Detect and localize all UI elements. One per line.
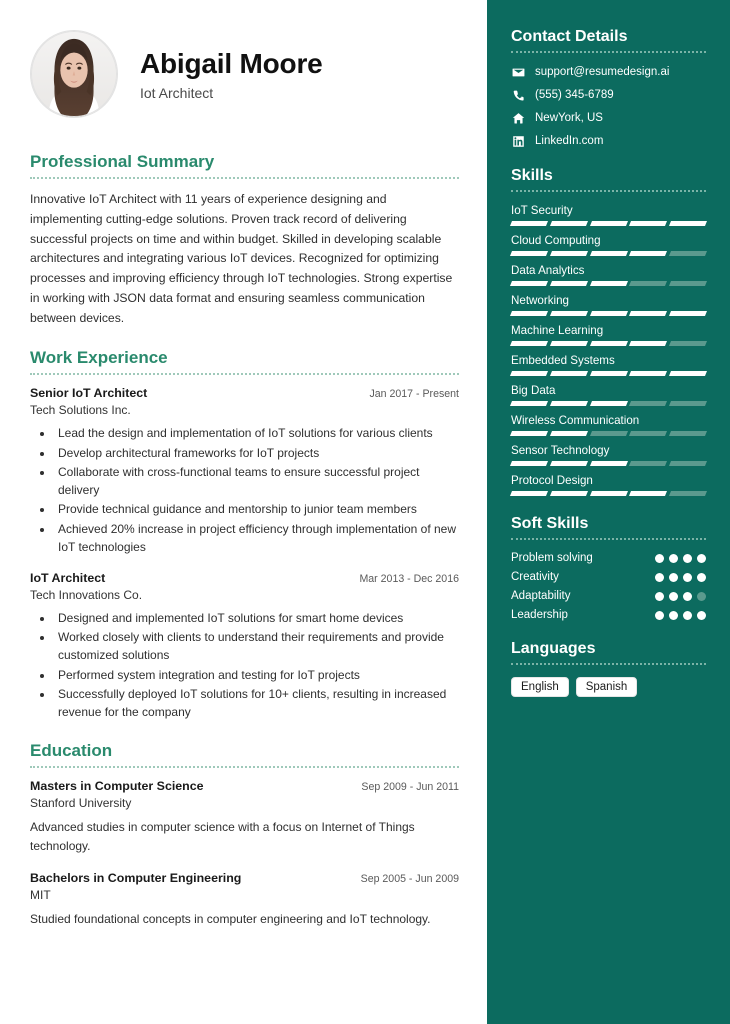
rating-dot [697,592,706,601]
skill-segment [629,311,667,316]
skill-row [511,234,706,256]
sidebar-title-skills: Skills [511,167,553,184]
skill-row [511,264,706,286]
skill-segment [629,221,667,226]
person-name: Abigail Moore [140,47,323,79]
experience-bullet-list [30,609,459,721]
contact-value: (555) 345-6789 [535,89,614,101]
skill-segment [590,491,628,496]
rating-dot [669,611,678,620]
experience-bullet-list [30,424,459,556]
skill-segment [629,431,667,436]
experience-role: IoT Architect [30,571,106,585]
sidebar [487,0,730,1024]
experience-company: Tech Innovations Co. [30,588,143,602]
skill-segment [669,401,707,406]
skill-segment [510,311,548,316]
soft-skill-rating [655,554,706,563]
skill-level-bar [511,281,706,286]
home-icon [511,111,525,125]
contact-item[interactable] [511,111,706,125]
experience-bullet: • Achieved 20% increase in project efficiency through implementation of new IoT technologies [54,520,459,556]
skill-name: IoT Security [511,204,573,217]
section-divider [30,373,459,375]
skill-segment [590,401,628,406]
sidebar-divider [511,538,706,540]
experience-date: Jan 2017 - Present [369,388,459,401]
phone-icon [511,88,525,102]
soft-skill-row [511,571,706,583]
experience-bullet: • Lead the design and implementation of IoT solutions for various clients [54,424,459,442]
skill-segment [510,341,548,346]
education-entry [30,779,459,855]
skill-name: Networking [511,294,569,307]
skill-segment [669,431,707,436]
sidebar-divider [511,190,706,192]
professional-summary-section [30,152,459,328]
skill-level-bar [511,251,706,256]
skill-name: Big Data [511,384,556,397]
skill-segment [669,341,707,346]
rating-dot [697,554,706,563]
skill-segment [510,251,548,256]
rating-dot [683,573,692,582]
education-school: Stanford University [30,796,132,811]
skill-segment [629,341,667,346]
skills-section [511,167,706,496]
skill-segment [629,251,667,256]
work-experience-section [30,348,459,721]
skill-row [511,414,706,436]
skill-segment [669,491,707,496]
skill-segment [510,371,548,376]
skill-segment [550,371,588,376]
skill-row [511,354,706,376]
sidebar-title-contact: Contact Details [511,28,628,45]
skill-segment [510,221,548,226]
experience-bullet: • Performed system integration and testing for IoT projects [54,666,459,684]
rating-dot [655,611,664,620]
skill-row [511,384,706,406]
section-title-education: Education [30,741,113,761]
skill-segment [510,431,548,436]
skill-segment [510,491,548,496]
education-description: Studied foundational concepts in computer engineering and IoT technology. [30,911,431,926]
rating-dot [669,554,678,563]
skill-level-bar [511,461,706,466]
section-title-experience: Work Experience [30,348,168,368]
experience-bullet: • Designed and implemented IoT solutions for smart home devices [54,609,459,627]
soft-skill-name: Problem solving [511,552,593,564]
section-divider [30,766,459,768]
skill-level-bar [511,431,706,436]
summary-text: Innovative IoT Architect with 11 years of experience designing and implementing cutting-edge solutions. Proven track record of delivering successful projects on time and within budget. Skilled in developing scalable architectures and integrating various IoT devices. Recognized for optimizing processes and improving efficiency through IoT technologies. Strong expertise in working with JSON data format and ensuring seamless communication between devices. [30,192,453,325]
contact-value: LinkedIn.com [535,135,604,147]
education-entry-header [30,871,459,885]
sidebar-divider [511,51,706,53]
experience-bullet: • Develop architectural frameworks for IoT projects [54,444,459,462]
skill-segment [550,311,588,316]
skill-segment [669,281,707,286]
rating-dot [697,573,706,582]
experience-list [30,386,459,721]
linkedin-icon [511,134,525,148]
soft-skill-row [511,609,706,621]
education-date: Sep 2005 - Jun 2009 [360,872,459,885]
experience-bullet: • Provide technical guidance and mentorship to junior team members [54,500,459,518]
experience-bullet: • Successfully deployed IoT solutions for 10+ clients, resulting in increased revenue for the company [54,685,459,721]
rating-dot [683,554,692,563]
sidebar-title-soft-skills: Soft Skills [511,515,589,532]
skill-segment [669,461,707,466]
skill-segment [629,401,667,406]
rating-dot [655,573,664,582]
skill-segment [590,371,628,376]
skill-segment [590,251,628,256]
skill-level-bar [511,491,706,496]
skill-segment [550,251,588,256]
soft-skill-rating [655,573,706,582]
soft-skill-row [511,552,706,564]
experience-entry-header [30,571,459,585]
experience-date: Mar 2013 - Dec 2016 [359,573,459,585]
experience-bullet: • Collaborate with cross-functional teams to ensure successful project delivery [54,463,459,499]
rating-dot [697,611,706,620]
languages-section [511,640,706,697]
skill-segment [669,311,707,316]
contact-value: support@resumedesign.ai [535,66,670,78]
rating-dot [683,611,692,620]
education-date: Sep 2009 - Jun 2011 [361,781,459,794]
skill-segment [550,341,588,346]
contact-item[interactable] [511,65,706,79]
skill-row [511,474,706,496]
rating-dot [655,554,664,563]
experience-entry [30,571,459,721]
soft-skills-section [511,515,706,621]
contact-item[interactable] [511,88,706,102]
skill-name: Wireless Communication [511,414,640,427]
rating-dot [683,592,692,601]
skill-segment [550,221,588,226]
skill-segment [590,431,628,436]
soft-skill-row [511,590,706,602]
education-degree: Masters in Computer Science [30,779,204,794]
person-title: Iot Architect [140,85,214,102]
experience-entry-header [30,386,459,400]
soft-skill-rating [655,611,706,620]
rating-dot [669,573,678,582]
skill-segment [669,221,707,226]
skill-row [511,294,706,316]
skill-name: Data Analytics [511,264,585,277]
envelope-icon [511,65,525,79]
education-entry [30,871,459,929]
sidebar-divider [511,663,706,665]
contact-item[interactable] [511,134,706,148]
skill-row [511,204,706,226]
skill-segment [590,341,628,346]
skill-segment [669,251,707,256]
skill-name: Machine Learning [511,324,604,337]
skill-level-bar [511,311,706,316]
education-entry-header [30,779,459,793]
education-degree: Bachelors in Computer Engineering [30,870,242,885]
skill-level-bar [511,341,706,346]
skill-segment [669,371,707,376]
contact-list [511,65,706,148]
skill-row [511,324,706,346]
skill-segment [629,371,667,376]
sidebar-title-languages: Languages [511,640,596,657]
skill-segment [629,281,667,286]
skill-segment [510,401,548,406]
language-pill[interactable]: English [511,677,569,697]
skill-segment [510,461,548,466]
soft-skill-name: Creativity [511,571,559,583]
skill-level-bar [511,401,706,406]
language-pill[interactable]: Spanish [576,677,638,697]
education-description: Advanced studies in computer science with a focus on Internet of Things technology. [30,820,415,853]
contact-value: NewYork, US [535,112,603,124]
experience-entry [30,386,459,556]
skill-segment [590,281,628,286]
soft-skills-list [511,552,706,621]
skill-name: Embedded Systems [511,354,615,367]
skill-level-bar [511,221,706,226]
skill-segment [629,461,667,466]
education-list [30,779,459,928]
skill-segment [590,311,628,316]
skill-segment [590,221,628,226]
education-section [30,741,459,928]
experience-company: Tech Solutions Inc. [30,403,131,418]
skill-segment [550,461,588,466]
skill-segment [510,281,548,286]
experience-bullet: • Worked closely with clients to understand their requirements and provide customized solutions [54,628,459,664]
skill-segment [550,431,588,436]
skill-segment [550,491,588,496]
skill-segment [629,491,667,496]
rating-dot [669,592,678,601]
skills-list [511,204,706,496]
contact-details-section [511,28,706,148]
skill-name: Sensor Technology [511,444,610,457]
skill-name: Cloud Computing [511,234,601,247]
soft-skill-name: Adaptability [511,590,571,602]
section-title-summary: Professional Summary [30,152,215,171]
soft-skill-rating [655,592,706,601]
resume-header [30,30,459,118]
rating-dot [655,592,664,601]
skill-segment [550,401,588,406]
skill-segment [590,461,628,466]
education-school: MIT [30,887,51,902]
section-divider [30,177,459,179]
skill-name: Protocol Design [511,474,593,487]
soft-skill-name: Leadership [511,609,568,621]
skill-level-bar [511,371,706,376]
name-block [140,47,323,102]
languages-list [511,677,706,697]
skill-segment [550,281,588,286]
skill-row [511,444,706,466]
avatar [30,30,118,118]
experience-role: Senior IoT Architect [30,386,148,401]
